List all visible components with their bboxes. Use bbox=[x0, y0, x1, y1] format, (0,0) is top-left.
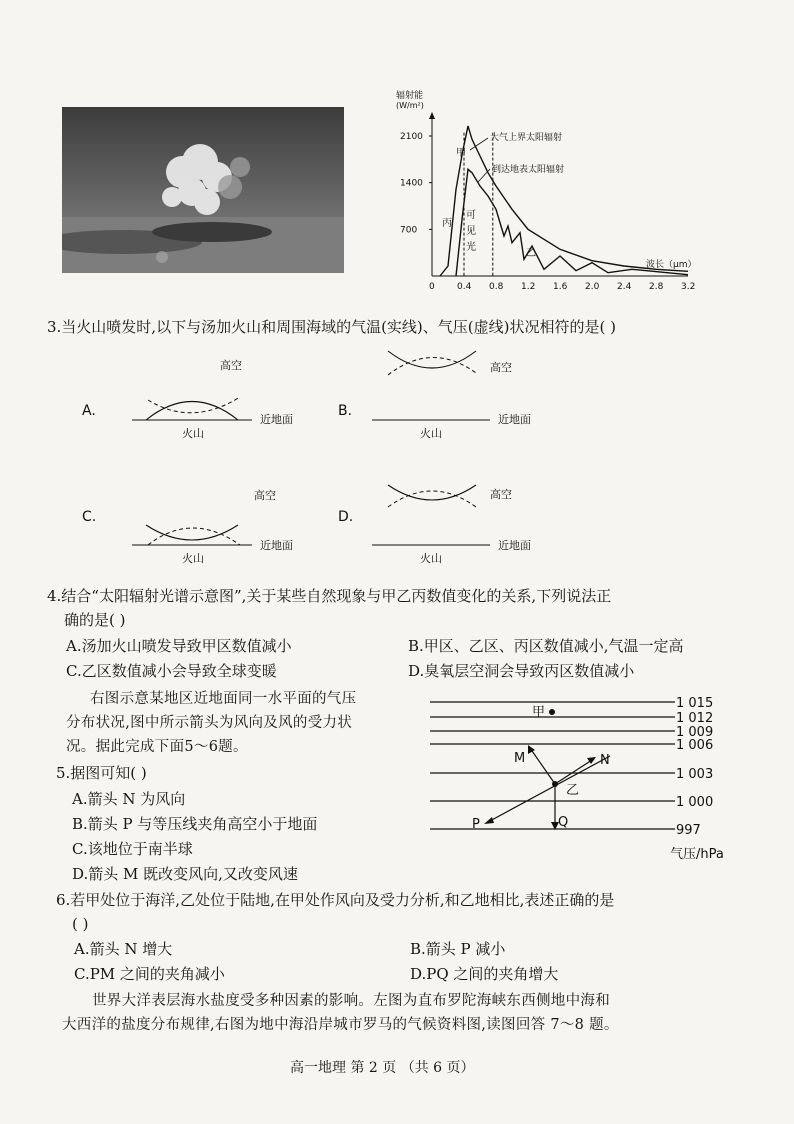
q5-option-a[interactable]: A.箭头 N 为风向 bbox=[72, 790, 186, 808]
intro56-line2: 分布状况,图中所示箭头为风向及风的受力状 bbox=[66, 715, 353, 731]
isobar-value-label: 1 006 bbox=[676, 738, 714, 753]
pressure-unit-label: 气压/hPa bbox=[670, 847, 724, 862]
isobar-value-label: 1 000 bbox=[676, 795, 714, 810]
solar-spectrum-chart bbox=[370, 86, 700, 291]
region-jia-label: 甲 bbox=[456, 148, 466, 159]
region-yi-label: 乙 bbox=[526, 248, 536, 259]
q4-option-a[interactable]: A.汤加火山喷发导致甲区数值减小 bbox=[66, 637, 292, 655]
isobar-value-label: 1 003 bbox=[676, 767, 714, 782]
q6-option-c[interactable]: C.PM 之间的夹角减小 bbox=[74, 965, 225, 983]
q3-b-ground-label: 近地面 bbox=[498, 413, 531, 426]
intro56-line1: 右图示意某地区近地面同一水平面的气压 bbox=[90, 691, 357, 707]
x-tick-label: 0 bbox=[429, 282, 435, 291]
q4-stem-line2: 确的是( ) bbox=[64, 611, 126, 629]
isobar-value-label: 1 012 bbox=[676, 711, 714, 726]
q3-option-a-label: A. bbox=[82, 403, 96, 419]
q5-option-b[interactable]: B.箭头 P 与等压线夹角高空小于地面 bbox=[72, 815, 318, 833]
q3-b-volcano-label: 火山 bbox=[420, 427, 442, 440]
q5-option-c[interactable]: C.该地位于南半球 bbox=[72, 840, 193, 858]
q3-b-high-label: 高空 bbox=[490, 361, 512, 374]
isobar-wind-diagram bbox=[420, 690, 740, 865]
arrow-p-label: P bbox=[472, 817, 480, 832]
arrow-q-label: Q bbox=[558, 815, 569, 830]
x-tick-label: 1.6 bbox=[553, 282, 568, 291]
q3-c-high-label: 高空 bbox=[254, 489, 276, 502]
visible-light-char-3: 光 bbox=[466, 242, 476, 253]
intro78-line2: 大西洋的盐度分布规律,右图为地中海沿岸城市罗马的气候资料图,读图回答 7～8 题。 bbox=[62, 1017, 619, 1033]
q3-option-c-label: C. bbox=[82, 509, 97, 525]
q3-a-volcano-label: 火山 bbox=[182, 427, 204, 440]
q5-stem: 5.据图可知( ) bbox=[56, 764, 147, 782]
q3-d-high-label: 高空 bbox=[490, 488, 512, 501]
q4-option-c[interactable]: C.乙区数值减小会导致全球变暖 bbox=[66, 662, 277, 680]
visible-light-char-2: 见 bbox=[466, 226, 476, 237]
point-jia-label: 甲 bbox=[532, 705, 546, 720]
x-tick-label: 1.2 bbox=[521, 282, 536, 291]
q3-d-volcano-label: 火山 bbox=[420, 552, 442, 565]
arrow-p bbox=[488, 756, 610, 822]
q6-stem-line1: 6.若甲处位于海洋,乙处位于陆地,在甲处作风向及受力分析,和乙地相比,表述正确的是 bbox=[56, 891, 615, 909]
y-unit-line2: (W/m²) bbox=[396, 101, 424, 110]
q3-d-ground-label: 近地面 bbox=[498, 539, 531, 552]
intro78-line1: 世界大洋表层海水盐度受多种因素的影响。左图为直布罗陀海峡东西侧地中海和 bbox=[92, 993, 610, 1009]
arrow-m-label: M bbox=[514, 751, 526, 766]
q3-option-d-label: D. bbox=[338, 509, 354, 525]
y-tick-label: 700 bbox=[400, 225, 418, 236]
x-tick-label: 2.0 bbox=[585, 282, 600, 291]
q6-option-b[interactable]: B.箭头 P 减小 bbox=[410, 940, 506, 958]
q3-options-diagrams bbox=[70, 345, 550, 565]
q3-option-b-label: B. bbox=[338, 403, 353, 419]
q3-stem: 3.当火山喷发时,以下与汤加火山和周围海域的气温(实线)、气压(虚线)状况相符的是( ) bbox=[47, 318, 616, 336]
x-tick-label: 2.4 bbox=[617, 282, 632, 291]
q3-c-volcano-label: 火山 bbox=[182, 552, 204, 565]
x-tick-label: 0.4 bbox=[457, 282, 472, 291]
x-tick-label: 3.2 bbox=[681, 282, 696, 291]
intro56-line3: 况。据此完成下面5～6题。 bbox=[66, 739, 248, 755]
isobar-value-label: 1 015 bbox=[676, 696, 714, 711]
label-surface-radiation: 到达地表太阳辐射 bbox=[492, 165, 565, 175]
q5-option-d[interactable]: D.箭头 M 既改变风向,又改变风速 bbox=[72, 865, 298, 883]
point-jia-dot bbox=[549, 709, 555, 715]
region-bing-label: 丙 bbox=[442, 218, 452, 229]
y-tick-label: 1400 bbox=[400, 178, 423, 189]
q6-option-d[interactable]: D.PQ 之间的夹角增大 bbox=[410, 965, 559, 983]
isobar-value-label: 1 009 bbox=[676, 725, 714, 740]
series-top-line bbox=[440, 126, 688, 276]
isobar-value-label: 997 bbox=[676, 823, 701, 838]
q6-stem-line2: ( ) bbox=[72, 915, 89, 933]
x-tick-label: 0.8 bbox=[489, 282, 504, 291]
label-top-radiation: 大气上界太阳辐射 bbox=[490, 133, 563, 143]
visible-light-char-1: 可 bbox=[466, 210, 476, 221]
q4-option-d[interactable]: D.臭氧层空洞会导致丙区数值减小 bbox=[408, 662, 635, 680]
point-yi-label: 乙 bbox=[566, 783, 580, 798]
arrow-n bbox=[555, 760, 592, 784]
q4-stem-line1: 4.结合“太阳辐射光谱示意图”,关于某些自然现象与甲乙丙数值变化的关系,下列说法正 bbox=[47, 587, 612, 605]
arrow-n-label: N bbox=[600, 753, 610, 768]
volcano-eruption-photo bbox=[62, 107, 344, 273]
q6-option-a[interactable]: A.箭头 N 增大 bbox=[74, 940, 173, 958]
x-axis-label: 波长（μm） bbox=[646, 260, 697, 270]
q3-c-ground-label: 近地面 bbox=[260, 539, 293, 552]
y-unit-line1: 辐射能 bbox=[396, 91, 424, 101]
x-tick-label: 2.8 bbox=[649, 282, 664, 291]
q3-a-high-label: 高空 bbox=[220, 359, 242, 372]
y-tick-label: 2100 bbox=[400, 132, 423, 142]
q4-option-b[interactable]: B.甲区、乙区、丙区数值减小,气温一定高 bbox=[408, 637, 684, 655]
arrow-m bbox=[530, 748, 555, 784]
page-footer: 高一地理 第 2 页 （共 6 页） bbox=[290, 1060, 475, 1076]
q3-a-ground-label: 近地面 bbox=[260, 413, 293, 426]
